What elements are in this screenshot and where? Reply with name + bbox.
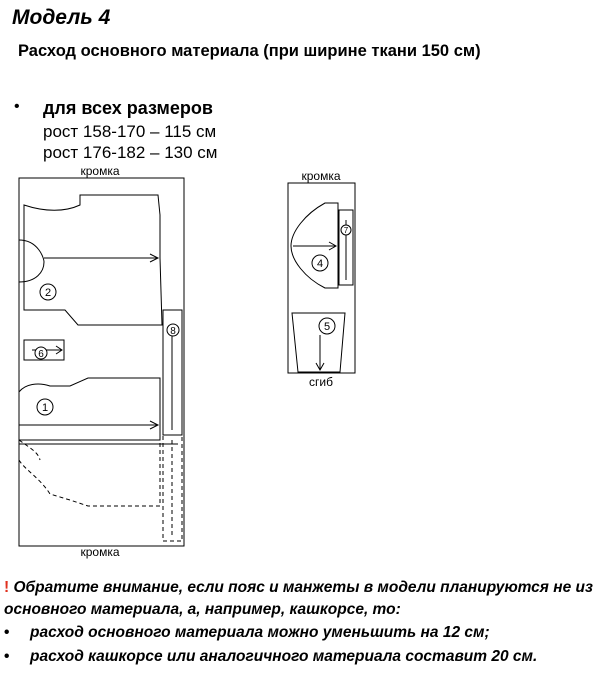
note-bullet-1: [4, 624, 490, 642]
main-top-edge-label: кромка: [80, 164, 120, 178]
note-bullet-2-text: расход кашкорсе или аналогичного материала составит 20 см.: [30, 648, 538, 665]
small-bottom-fold-label: сгиб: [309, 375, 333, 389]
small-piece-labels: [312, 225, 351, 334]
piece-2-outline: [24, 195, 162, 325]
bullet: •: [4, 624, 10, 641]
piece-1-mirror-curve: [19, 440, 40, 460]
piece-8-number: 8: [170, 326, 176, 337]
note-bullet-2: [4, 648, 537, 666]
attention-note: [4, 577, 594, 621]
piece-2-curve: [19, 240, 44, 282]
note-text: Обратите внимание, если пояс и манжеты в модели планируются не из основного материала, а, например, кашкорсе, то:: [4, 579, 593, 618]
piece-7-number: 7: [343, 226, 349, 235]
piece-5-number: 5: [323, 321, 331, 333]
main-bottom-edge-label: кромка: [80, 545, 120, 559]
main-layout: [19, 178, 184, 546]
piece-1-mirror-outline: [19, 440, 160, 506]
small-layout: [288, 183, 355, 373]
size-line-2: рост 176-182 – 130 см: [43, 143, 218, 162]
piece-6-number: 6: [38, 349, 44, 360]
small-top-edge-label: кромка: [301, 169, 341, 183]
note-bullet-1-text: расход основного материала можно уменьшить на 12 см;: [30, 624, 490, 641]
exclamation-mark: !: [4, 579, 10, 596]
size-line-1: рост 158-170 – 115 см: [43, 122, 217, 141]
main-fabric-rect: [19, 178, 184, 546]
bullet: •: [14, 98, 20, 115]
sizes-heading: для всех размеров: [43, 98, 213, 118]
piece-5-outline: [292, 313, 345, 372]
piece-4-number: 4: [316, 258, 324, 270]
consumption-subtitle: Расход основного материала (при ширине ткани 150 см): [18, 42, 481, 60]
piece-1-number: 1: [41, 402, 49, 414]
small-fabric-rect: [288, 183, 355, 373]
model-title: Модель 4: [12, 6, 111, 29]
bullet: •: [4, 648, 10, 665]
piece-2-number: 2: [44, 287, 52, 299]
